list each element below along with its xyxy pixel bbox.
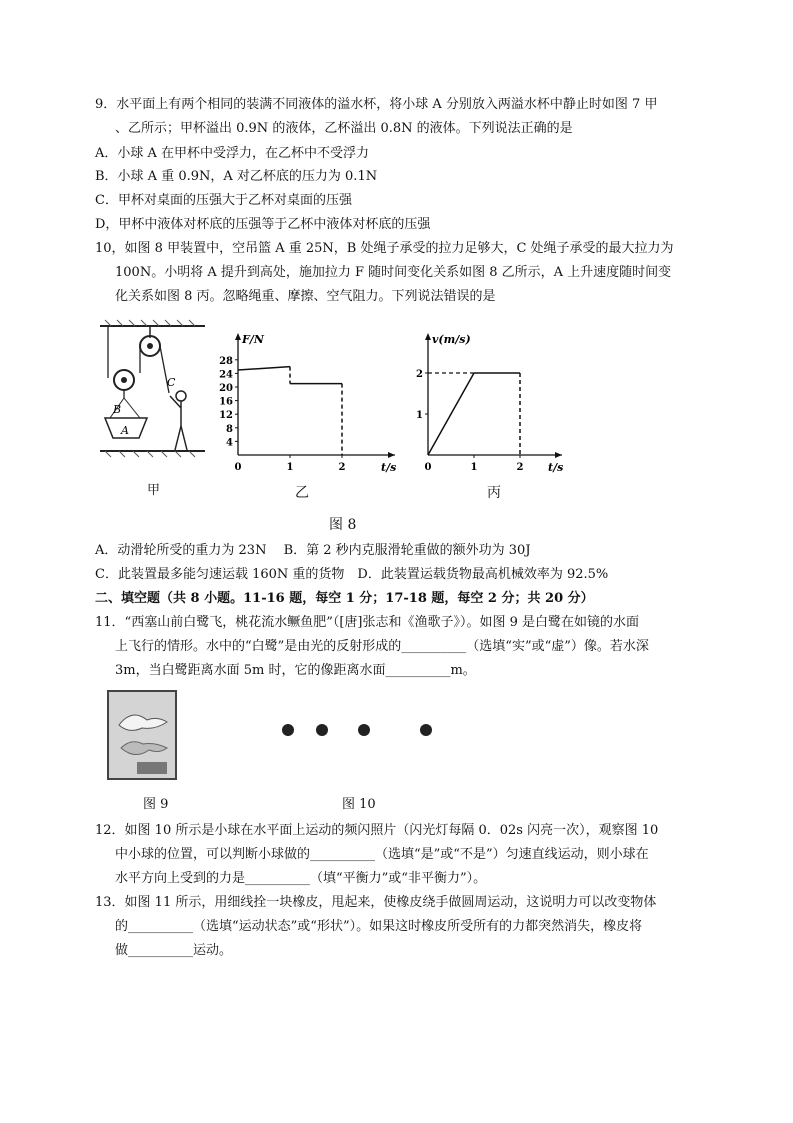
section-2-heading: 二、填空题（共 8 小题。11-16 题，每空 1 分；17-18 题，每空 2 分；共 20 分） [95, 591, 594, 606]
series-segment [238, 367, 290, 370]
q9-line1: 9．水平面上有两个相同的装满不同液体的溢水杯，将小球 A 分别放入两溢水杯中静止时如图 7 甲 [95, 97, 658, 112]
x-tick-label: 2 [338, 462, 346, 473]
y-axis-label: v(m/s) [432, 333, 471, 346]
y-tick-label: 28 [219, 355, 233, 367]
ball-position-4 [420, 724, 432, 736]
y-axis-label: F/N [242, 333, 264, 346]
y-tick-label: 8 [226, 423, 233, 435]
q13-line2: 的__________（选填“运动状态”或“形状”）。如果这时橡皮所受所有的力都突然消失，橡皮将 [115, 919, 643, 934]
ball-position-1 [282, 724, 294, 736]
q12-line3: 水平方向上受到的力是__________（填“平衡力”或“非平衡力”）。 [115, 871, 487, 886]
q9-option-b: B．小球 A 重 0.9N，A 对乙杯底的压力为 0.1N [95, 169, 378, 184]
x-tick-label: 0 [424, 462, 432, 473]
q11-line1: 11．“西塞山前白鹭飞，桃花流水鳜鱼肥”（[唐]张志和《渔歌子》）。如图 9 是白鹭在如镜的水面 [95, 615, 640, 630]
x-tick-label: 1 [286, 462, 294, 473]
force-time-chart [218, 325, 403, 475]
strobe-photo [270, 715, 450, 745]
q10-options-ab: A．动滑轮所受的重力为 23N B．第 2 秒内克服滑轮重做的额外功为 30J [95, 543, 531, 558]
fig8-caption: 图 8 [329, 517, 357, 533]
q10-line1: 10，如图 8 甲装置中，空吊篮 A 重 25N，B 处绳子承受的拉力足够大，C 处绳子承受的最大拉力为 [95, 241, 674, 256]
y-tick-label: 1 [416, 410, 423, 421]
x-tick-label: 0 [234, 462, 242, 473]
q11-line3: 3m，当白鹭距离水面 5m 时，它的像距离水面__________m。 [115, 663, 476, 678]
label-a: A [121, 424, 129, 437]
x-axis-label: t/s [381, 461, 397, 474]
x-axis-label: t/s [548, 461, 564, 474]
q13-line3: 做__________运动。 [115, 943, 233, 958]
label-b: B [113, 403, 122, 416]
q9-line2: 、乙所示；甲杯溢出 0.9N 的液体，乙杯溢出 0.8N 的液体。下列说法正确的是 [115, 121, 573, 136]
y-axis-arrow [425, 333, 431, 340]
y-axis-arrow [235, 333, 241, 340]
q9-option-a: A．小球 A 在甲杯中受浮力，在乙杯中不受浮力 [95, 146, 370, 161]
label-jia: 甲 [147, 483, 161, 498]
label-yi: 乙 [295, 485, 309, 501]
series-segment [428, 373, 474, 455]
q10-line3: 化关系如图 8 丙。忽略绳重、摩擦、空气阻力。下列说法错误的是 [115, 289, 496, 304]
egret-photo [107, 690, 177, 780]
label-bing: 丙 [487, 485, 501, 501]
y-tick-label: 2 [416, 369, 423, 380]
ball-position-2 [316, 724, 328, 736]
q9-option-c: C．甲杯对桌面的压强大于乙杯对桌面的压强 [95, 193, 352, 208]
fig10-caption: 图 10 [342, 797, 376, 812]
y-tick-label: 16 [219, 396, 233, 408]
q13-line1: 13．如图 11 所示，用细线拴一块橡皮，甩起来，使橡皮绕手做圆周运动，这说明力可以改变物体 [95, 895, 657, 910]
x-tick-label: 2 [516, 462, 524, 473]
q10-options-cd: C．此装置最多能匀速运载 160N 重的货物 D．此装置运载货物最高机械效率为 92.5% [95, 567, 609, 582]
q10-line2: 100N。小明将 A 提升到高处，施加拉力 F 随时间变化关系如图 8 乙所示，A 上升速度随时间变 [115, 265, 672, 280]
y-tick-label: 4 [226, 437, 233, 449]
velocity-time-chart [410, 325, 570, 475]
y-tick-label: 24 [219, 369, 233, 381]
y-tick-label: 12 [219, 410, 233, 422]
q11-line2: 上飞行的情形。水中的“白鹭”是由光的反射形成的__________（选填“实”或“虚”）像。若水深 [115, 639, 649, 654]
pulley-apparatus-figure [95, 318, 215, 468]
fig9-caption: 图 9 [143, 797, 169, 812]
x-axis-arrow [555, 452, 562, 458]
label-c: C [167, 376, 176, 389]
q12-line2: 中小球的位置，可以判断小球做的__________（选填“是”或“不是”）匀速直线运动，则小球在 [115, 847, 649, 862]
q12-line1: 12．如图 10 所示是小球在水平面上运动的频闪照片（闪光灯每隔 0．02s 闪亮一次），观察图 10 [95, 823, 659, 838]
ball-position-3 [358, 724, 370, 736]
y-tick-label: 20 [219, 383, 233, 394]
q9-option-d: D，甲杯中液体对杯底的压强等于乙杯中液体对杯底的压强 [95, 217, 431, 232]
x-tick-label: 1 [470, 462, 478, 473]
x-axis-arrow [388, 452, 395, 458]
